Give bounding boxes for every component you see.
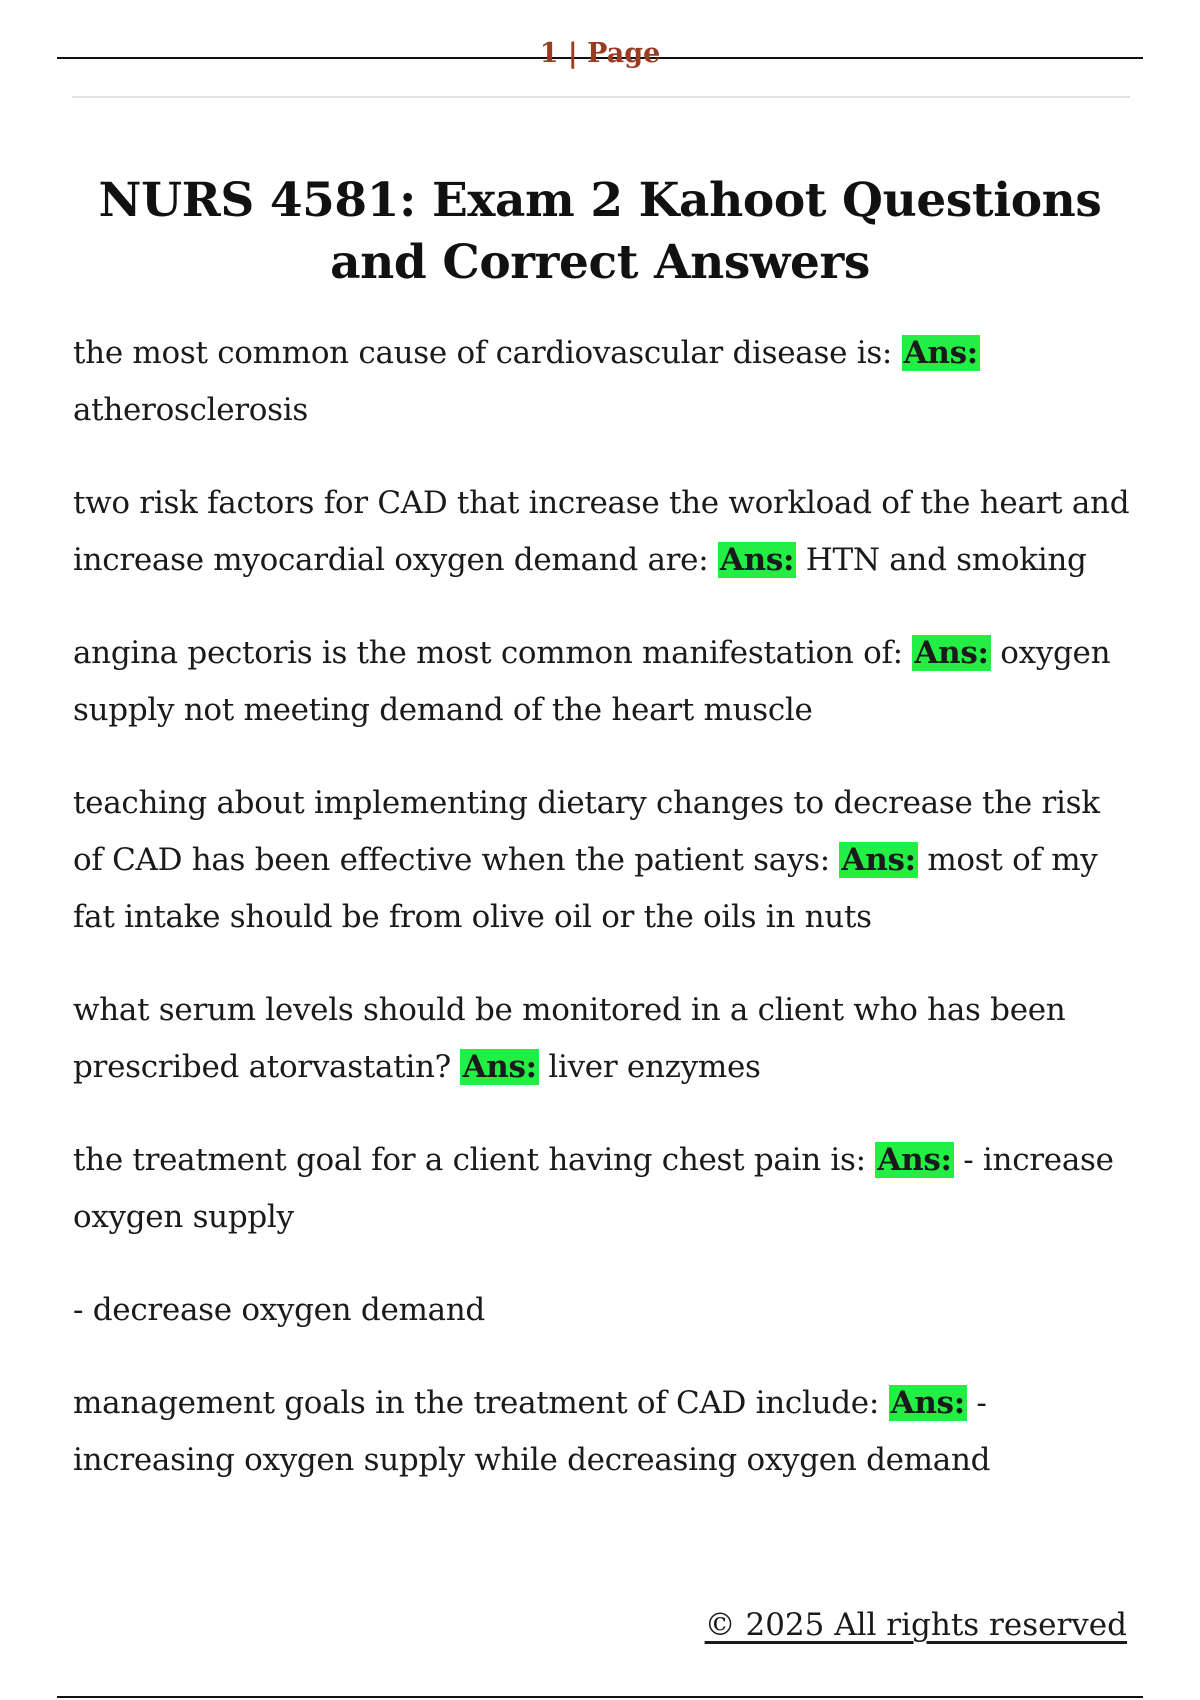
footer-divider	[57, 1696, 1143, 1698]
question-text: angina pectoris is the most common manifestation of:	[73, 635, 913, 671]
answer-text: - increasing oxygen supply while decreasing oxygen demand	[73, 1385, 991, 1478]
answer-marker: Ans:	[914, 635, 989, 671]
question-text: what serum levels should be monitored in a client who has been prescribed atorvastatin?	[73, 992, 1066, 1085]
qa-item	[73, 325, 1133, 439]
answer-text: - increase oxygen supply	[73, 1142, 1114, 1235]
question-text: the treatment goal for a client having chest pain is:	[73, 1142, 876, 1178]
page-header	[0, 0, 1200, 110]
question-text: teaching about implementing dietary changes to decrease the risk of CAD has been effective when the patient says:	[73, 785, 1100, 878]
qa-item	[73, 1132, 1133, 1246]
qa-item	[73, 775, 1133, 946]
question-text: management goals in the treatment of CAD include:	[73, 1385, 889, 1421]
answer-text: oxygen supply not meeting demand of the heart muscle	[73, 635, 1111, 728]
answer-text: HTN and smoking	[796, 542, 1087, 578]
answer-text: atherosclerosis	[73, 392, 308, 428]
document-title: NURS 4581: Exam 2 Kahoot Questions and Correct Answers	[98, 173, 1102, 290]
answer-continuation: - decrease oxygen demand	[73, 1292, 485, 1328]
answer-text: liver enzymes	[538, 1049, 761, 1085]
answer-marker: Ans:	[890, 1385, 965, 1421]
qa-list	[73, 325, 1133, 1525]
copyright-notice: © 2025 All rights reserved	[704, 1607, 1127, 1643]
qa-item	[73, 982, 1133, 1096]
question-text: the most common cause of cardiovascular disease is:	[73, 335, 902, 371]
answer-text: most of my fat intake should be from olive oil or the oils in nuts	[73, 842, 1098, 935]
answer-marker: Ans:	[903, 335, 978, 371]
qa-item	[73, 1375, 1133, 1489]
answer-marker: Ans:	[719, 542, 795, 578]
page-number-label: 1 | Page	[539, 38, 661, 69]
question-text: two risk factors for CAD that increase the workload of the heart and increase myocardial oxygen demand are:	[73, 485, 1130, 578]
answer-marker: Ans:	[462, 1049, 537, 1085]
answer-marker: Ans:	[841, 842, 916, 878]
qa-item	[73, 475, 1133, 589]
qa-item	[73, 625, 1133, 739]
answer-marker: Ans:	[877, 1142, 952, 1178]
header-underline	[72, 96, 1130, 98]
